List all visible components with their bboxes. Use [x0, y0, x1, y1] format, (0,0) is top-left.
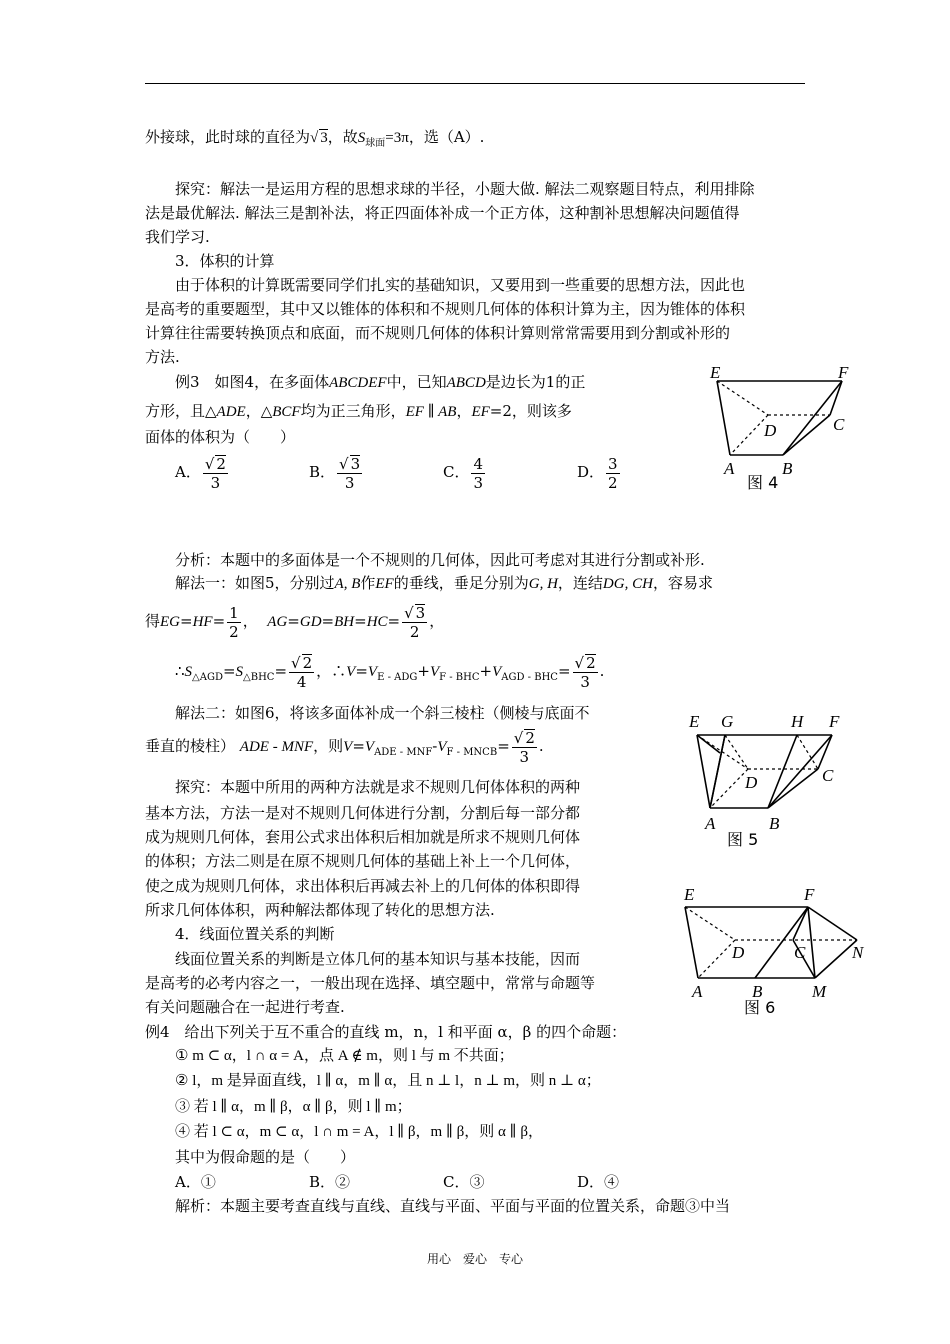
math-run: GD: [299, 614, 322, 630]
math-run: G, H: [528, 576, 558, 592]
math-run: V: [429, 664, 440, 680]
math-run: ADE - MNF: [239, 739, 314, 755]
fraction: [573, 654, 598, 691]
text-run: ，: [242, 612, 258, 630]
figure-caption: 图 6: [744, 998, 776, 1017]
text-run: ，故: [327, 128, 358, 146]
math-run: HF: [192, 614, 213, 630]
math-run: S: [184, 664, 193, 680]
text-run: =: [497, 737, 510, 755]
math-run: ABCDEF: [329, 375, 387, 391]
vertex-label-f: F: [804, 885, 815, 904]
text-run: =: [222, 662, 236, 680]
frac-num: √ 2: [291, 653, 313, 672]
math-run: A, B: [334, 576, 361, 592]
sol2-line-2: [145, 725, 544, 774]
sol2-line-1: 解法二：如图6，将该多面体补成一个斜三棱柱（侧棱与底面不: [175, 704, 590, 722]
sqrt-radicand: 2: [302, 653, 313, 672]
math-run: EG: [160, 614, 181, 630]
math-run: DG, CH: [602, 576, 653, 592]
ex4-claim-1: ① m ⊂ α，l ∩ α = A，点 A ∉ m，则 l 与 m 不共面；: [175, 1048, 514, 1064]
text-run: ，选（A）.: [408, 128, 485, 146]
vertex-label-d: D: [732, 943, 745, 962]
frac-num: √ 2: [574, 653, 596, 672]
math-run: V: [343, 739, 353, 755]
intro3-line-3: 计算往往需要转换顶点和底面，而不规则几何体的体积计算则常常需要用到分割或补形的: [145, 324, 731, 342]
text-run: +: [479, 662, 493, 680]
option-c: C．③: [443, 1173, 485, 1191]
fraction: [512, 729, 537, 766]
text-run: =: [180, 612, 193, 630]
text-run: 解法一：如图5，分别过: [175, 574, 335, 592]
text-line-sphere: [145, 127, 484, 154]
text-run: =2，则该多: [489, 402, 572, 420]
fraction-root3-over-2: [402, 604, 427, 641]
text-run: ，容易求: [652, 574, 713, 592]
text-run: ，: [456, 402, 472, 420]
text-run: .: [538, 737, 544, 755]
vertex-label-a: A: [705, 814, 716, 833]
text-run: =: [354, 612, 367, 630]
vertex-label-b: B: [752, 982, 763, 1001]
ex4-claim-3: ③ 若 l ∥ α，m ∥ β，α ∥ β，则 l ∥ m；: [175, 1099, 412, 1115]
math-run: EF ∥ AB: [405, 404, 457, 420]
frac-num: √ 3: [404, 603, 426, 622]
frac-den: 2: [608, 473, 618, 492]
vertex-label-n: N: [852, 943, 864, 962]
math-run: EF: [471, 404, 490, 420]
ex3-options: [175, 452, 711, 492]
ex4-question: 其中为假命题的是（ ）: [175, 1148, 356, 1166]
math-sub: △BHC: [243, 672, 275, 683]
math-run: V: [367, 664, 378, 680]
text-run: 方形，且△: [145, 402, 217, 420]
math-run: HC: [366, 614, 388, 630]
figure-6: [680, 880, 870, 1020]
vertex-label-c: C: [794, 943, 806, 962]
option-b: [309, 452, 443, 492]
fraction: [289, 654, 314, 691]
sqrt-3: √ 3: [310, 130, 328, 146]
text-run: 中，已知: [386, 373, 447, 391]
text-run: =: [212, 612, 226, 630]
sqrt-radicand: 3: [350, 454, 361, 473]
frac-num: 4: [473, 454, 484, 473]
option-label: A．: [175, 463, 201, 481]
intro4-line-1: 线面位置关系的判断是立体几何的基本知识与基本技能，因而: [175, 950, 581, 968]
ex4-claim-2: ② l，m 是异面直线，l ∥ α，m ∥ α，且 n ⊥ l，n ⊥ m，则 n ⊥ α；: [175, 1073, 601, 1089]
figure-caption: 图 5: [727, 830, 759, 849]
ex3-line-2: [145, 401, 572, 422]
text-run: +: [417, 662, 430, 680]
vertex-label-d: D: [745, 773, 758, 792]
frac-den: 4: [289, 672, 314, 691]
math-sub: 球面: [365, 138, 386, 149]
figure-5: [685, 705, 860, 855]
vertex-label-g: G: [721, 712, 734, 731]
ex4-heading: 例4 给出下列关于互不重合的直线 m，n，l 和平面 α，β 的四个命题：: [145, 1023, 627, 1041]
text-run: =: [287, 612, 300, 630]
math-run: EF: [375, 576, 394, 592]
text-run: 垂直的棱柱）: [145, 737, 236, 755]
text-run: 得: [145, 612, 161, 630]
option-label: C．: [443, 463, 470, 481]
vertex-label-m: M: [812, 982, 827, 1001]
explore2-line-6: 所求几何体体积，两种解法都体现了转化的思想方法.: [145, 901, 495, 919]
math-run: BH: [334, 614, 355, 630]
math-run: V: [364, 739, 375, 755]
ex3-line-3: 面体的体积为（ ）: [145, 428, 296, 446]
page-footer: 用心 爱心 专心: [426, 1252, 523, 1266]
math-run: S: [235, 664, 244, 680]
vertex-label-a: A: [724, 459, 735, 478]
intro4-line-2: 是高考的必考内容之一，一般出现在选择、填空题中，常常与命题等: [145, 974, 596, 992]
frac-den: 3: [512, 747, 537, 766]
frac-den: 3: [203, 473, 228, 492]
ex4-claim-4: ④ 若 l ⊂ α，m ⊂ α，l ∩ m = A，l ∥ β，m ∥ β，则 α ∥ β，: [175, 1124, 543, 1140]
frac-den: 3: [337, 473, 362, 492]
math-run: V: [346, 664, 356, 680]
explore2-line-4: 的体积；方法二则是在原不规则几何体的基础上补上一个几何体，: [145, 852, 581, 870]
frac-den: 2: [402, 622, 427, 641]
ex4-options: [175, 1172, 711, 1192]
vertex-label-e: E: [689, 712, 700, 731]
math-run: V: [437, 739, 447, 755]
vertex-label-b: B: [782, 459, 793, 478]
vertex-label-c: C: [833, 415, 845, 434]
frac-den: 3: [473, 473, 484, 492]
text-run: =: [321, 612, 335, 630]
option-b: B．②: [309, 1173, 351, 1191]
math-run: AG: [267, 614, 288, 630]
text-run: =: [274, 662, 288, 680]
text-run: .: [599, 662, 605, 680]
text-run: =: [355, 662, 368, 680]
math-sub: △AGD: [192, 672, 223, 683]
sqrt-radicand: 3: [320, 130, 328, 146]
option-a: [175, 452, 309, 492]
vertex-label-f: F: [829, 712, 840, 731]
option-label: B．: [309, 463, 336, 481]
text-run: ，△: [245, 402, 273, 420]
ex3-line-1: [175, 372, 585, 393]
explore1-line-2: 法是最优解法. 解法三是割补法，将正四面体补成一个正方体，这种割补思想解决问题值得: [145, 204, 740, 222]
math-run: V: [492, 664, 502, 680]
option-d: D．④: [577, 1173, 620, 1191]
frac-num: √ 2: [204, 454, 226, 473]
explore2-line-5: 使之成为规则几何体，求出体积后再减去补上的几何体的体积即得: [145, 877, 581, 895]
option-c: [443, 452, 577, 492]
sol1-line-1: [175, 573, 713, 594]
text-run: 外接球，此时球的直径为: [145, 128, 311, 146]
text-run: 均为正三角形，: [300, 402, 406, 420]
frac-num: 3: [608, 454, 618, 473]
frac-num: 1: [229, 603, 239, 622]
vertex-label-d: D: [764, 421, 777, 440]
math-run: ADE: [216, 404, 246, 420]
frac-den: 2: [229, 622, 239, 641]
frac-num: √ 3: [339, 454, 361, 473]
explore1-line-3: 我们学习.: [145, 228, 210, 246]
fraction: [337, 455, 362, 492]
text-run: =: [352, 737, 365, 755]
intro3-line-1: 由于体积的计算既需要同学们扎实的基础知识，又要用到一些重要的思想方法，因此也: [175, 276, 746, 294]
math-run: ABCD: [446, 375, 486, 391]
text-run: ，连结: [557, 574, 603, 592]
figure-4: [700, 360, 860, 495]
math-sub: F - MNCB: [446, 747, 498, 758]
text-run: 的垂线，垂足分别为: [393, 574, 529, 592]
text-run: ，: [429, 612, 445, 630]
text-run: ∴: [175, 662, 185, 680]
intro3-line-4: 方法.: [145, 348, 180, 366]
math-run: BCF: [272, 404, 301, 420]
vertex-label-e: E: [684, 885, 695, 904]
explore1-line-1: 探究：解法一是运用方程的思想求球的半径，小题大做. 解法二观察题目特点，利用排除: [175, 180, 755, 198]
vertex-label-f: F: [838, 363, 849, 382]
text-run: ，∴: [316, 662, 347, 680]
vertex-label-h: H: [791, 712, 804, 731]
analysis-line: 分析：本题中的多面体是一个不规则的几何体，因此可考虑对其进行分割或补形.: [175, 551, 705, 569]
math-sub: AGD - BHC: [501, 672, 558, 683]
text-run: =: [557, 662, 571, 680]
sqrt-radicand: 2: [586, 653, 596, 672]
fraction: [203, 455, 228, 492]
text-run: 作: [360, 574, 376, 592]
section-4-heading: 4．线面位置关系的判断: [175, 925, 335, 943]
text-run: =: [387, 612, 401, 630]
sqrt-radicand: 3: [415, 603, 426, 622]
text-run: ，则: [313, 737, 344, 755]
fraction: [606, 455, 620, 492]
option-a: A．①: [175, 1173, 216, 1191]
sol1-line-3: [175, 650, 604, 699]
frac-num: √ 2: [513, 728, 535, 747]
explore2-line-3: 成为规则几何体，套用公式求出体积后相加就是所求不规则几何体: [145, 828, 581, 846]
vertex-label-b: B: [769, 814, 780, 833]
option-d: [577, 452, 711, 492]
vertex-label-c: C: [822, 766, 834, 785]
vertex-label-a: A: [692, 982, 703, 1001]
fraction: [471, 455, 485, 492]
text-run: 例3 如图4，在多面体: [175, 373, 330, 391]
option-label: D．: [577, 463, 605, 481]
intro4-line-3: 有关问题融合在一起进行考查.: [145, 998, 345, 1016]
math-sub: F - BHC: [439, 672, 480, 683]
figure-caption: 图 4: [747, 473, 779, 492]
math-eq: =3π: [385, 130, 409, 146]
section-3-heading: 3．体积的计算: [175, 252, 275, 270]
fraction-half: [227, 604, 241, 641]
ex4-analysis: 解析：本题主要考查直线与直线、直线与平面、平面与平面的位置关系，命题③中当: [175, 1197, 731, 1215]
frac-den: 3: [573, 672, 598, 691]
explore2-line-2: 基本方法，方法一是对不规则几何体进行分割，分割后每一部分都: [145, 804, 581, 822]
math-sub: ADE - MNF: [374, 747, 433, 758]
sol1-line-2: [145, 600, 444, 643]
explore2-line-1: 探究：本题中所用的两种方法就是求不规则几何体体积的两种: [175, 778, 581, 796]
text-run: 是边长为1的正: [485, 373, 586, 391]
sqrt-radicand: 2: [216, 454, 226, 473]
sqrt-radicand: 2: [525, 728, 535, 747]
text-run: -: [432, 737, 438, 755]
math-sub: E - ADG: [377, 672, 418, 683]
header-rule: [145, 83, 805, 84]
math-s: S: [357, 130, 366, 146]
intro3-line-2: 是高考的重要题型，其中又以锥体的体积和不规则几何体的体积计算为主，因为锥体的体积: [145, 300, 746, 318]
vertex-label-e: E: [710, 363, 721, 382]
